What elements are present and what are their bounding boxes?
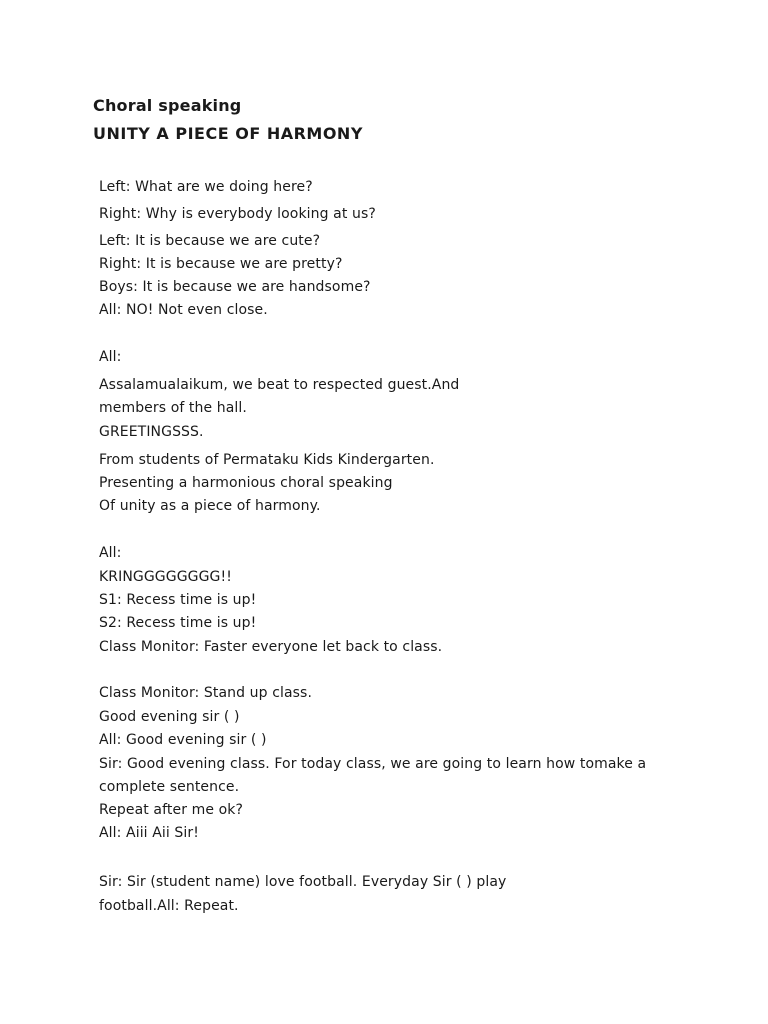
script-line: All: Aiii Aii Sir! (99, 825, 199, 841)
script-line: Class Monitor: Stand up class. (99, 685, 312, 701)
script-line: Left: It is because we are cute? (99, 233, 321, 249)
script-line: football.All: Repeat. (99, 898, 239, 914)
document-subtitle: UNITY A PIECE OF HARMONY (93, 124, 363, 143)
document-title: Choral speaking (93, 96, 242, 115)
script-line: Right: Why is everybody looking at us? (99, 206, 376, 222)
script-line: Sir: Sir (student name) love football. Everyday Sir ( ) play (99, 874, 507, 890)
script-line: KRINGGGGGGGG!! (99, 569, 232, 585)
script-line: Right: It is because we are pretty? (99, 256, 343, 272)
script-line: Presenting a harmonious choral speaking (99, 475, 393, 491)
script-line: Good evening sir ( ) (99, 709, 240, 725)
script-line: All: (99, 545, 122, 561)
script-line: GREETINGSSS. (99, 424, 204, 440)
script-line: All: Good evening sir ( ) (99, 732, 267, 748)
script-line: Class Monitor: Faster everyone let back to class. (99, 639, 443, 655)
script-line: Boys: It is because we are handsome? (99, 279, 371, 295)
script-line: All: NO! Not even close. (99, 302, 268, 318)
script-line: complete sentence. (99, 779, 240, 795)
script-line: Of unity as a piece of harmony. (99, 498, 321, 514)
script-line: Assalamualaikum, we beat to respected guest.And (99, 377, 460, 393)
script-line: members of the hall. (99, 400, 247, 416)
script-line: Sir: Good evening class. For today class, we are going to learn how tomake a (99, 756, 647, 772)
script-line: S1: Recess time is up! (99, 592, 257, 608)
script-line: All: (99, 349, 122, 365)
script-line: Repeat after me ok? (99, 802, 244, 818)
script-line: S2: Recess time is up! (99, 615, 257, 631)
script-line: Left: What are we doing here? (99, 179, 313, 195)
script-line: From students of Permataku Kids Kindergarten. (99, 452, 435, 468)
